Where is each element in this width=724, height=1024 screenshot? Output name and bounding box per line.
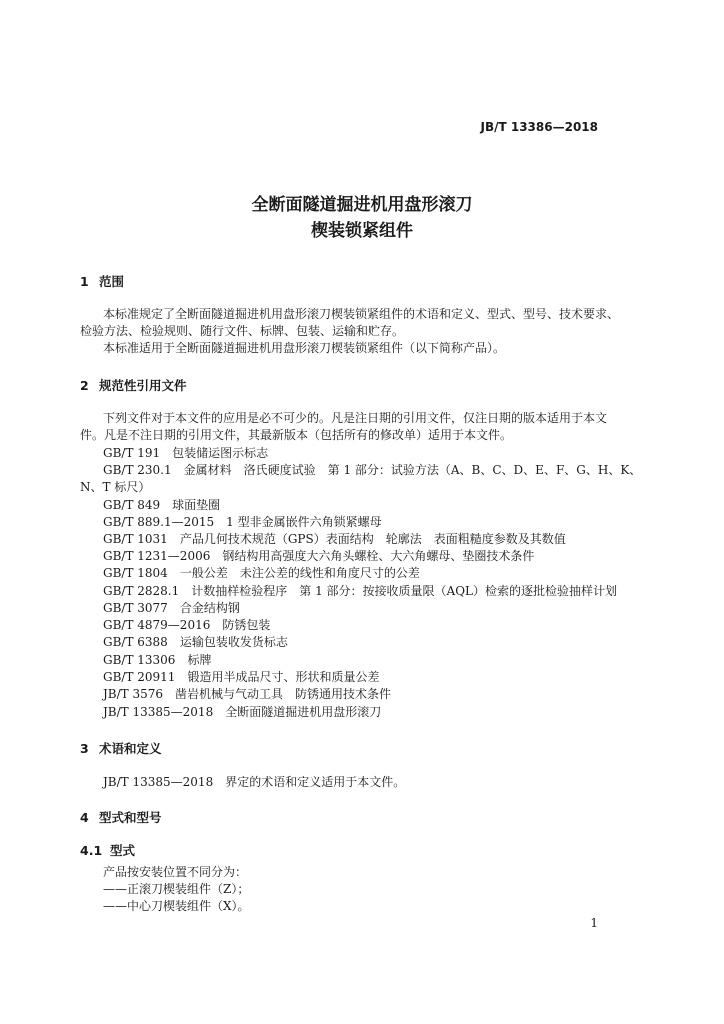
reference-code: GB/T 849 (103, 498, 161, 512)
reference-code: GB/T 20911 (103, 670, 176, 684)
section-2-heading (80, 376, 187, 394)
reference-title: 全断面隧道掘进机用盘形滚刀 (225, 705, 382, 719)
paragraph: 本标准规定了全断面隧道掘进机用盘形滚刀楔装锁紧组件的术语和定义、型式、型号、技术要求、 (103, 307, 620, 321)
reference-title: 凿岩机械与气动工具 防锈通用技术条件 (175, 687, 392, 701)
reference-title: 运输包装收发货标志 (179, 635, 288, 649)
reference-title: 计数抽样检验程序 第 1 部分：按接收质量限（AQL）检索的逐批检验抽样计划 (191, 584, 618, 598)
section-number: 1 (80, 274, 89, 289)
reference-item (103, 564, 420, 581)
section-title: 范围 (99, 274, 125, 289)
reference-code: GB/T 13306 (103, 653, 176, 667)
reference-title: 合金结构钢 (179, 601, 240, 615)
reference-code: GB/T 6388 (103, 635, 168, 649)
reference-item (103, 530, 566, 547)
section-4-heading (80, 808, 162, 826)
reference-item (103, 668, 379, 685)
reference-code: GB/T 1231—2006 (103, 549, 211, 563)
reference-code: GB/T 230.1 (103, 463, 172, 477)
reference-code: JB/T 3576 (103, 687, 164, 701)
reference-title: 锻造用半成品尺寸、形状和质量公差 (187, 670, 380, 684)
list-item: ——中心刀楔装组件（X）。 (103, 899, 250, 913)
reference-code: GB/T 4879—2016 (103, 618, 211, 632)
reference-title: 一般公差 未注公差的线性和角度尺寸的公差 (179, 566, 420, 580)
reference-title: 防锈包装 (222, 618, 271, 632)
section-1-heading (80, 272, 124, 290)
section-number: 2 (80, 378, 89, 393)
paragraph: 下列文件对于本文件的应用是必不可少的。凡是注日期的引用文件，仅注日期的版本适用于本文 (103, 411, 608, 425)
reference-code: GB/T 2828.1 (103, 584, 180, 598)
paragraph: JB/T 13385—2018 界定的术语和定义适用于本文件。 (103, 775, 406, 789)
section-title: 术语和定义 (99, 741, 162, 756)
reference-title: 产品几何技术规范（GPS）表面结构 轮廓法 表面粗糙度参数及其数值 (179, 532, 566, 546)
reference-item (103, 496, 220, 513)
section-number: 3 (80, 741, 89, 756)
reference-item (103, 703, 381, 720)
page-number: 1 (590, 916, 598, 930)
reference-title: 1 型非金属嵌件六角锁紧螺母 (226, 515, 382, 529)
reference-item (103, 444, 268, 461)
reference-code: JB/T 13385—2018 (103, 705, 214, 719)
reference-title: 标牌 (187, 653, 212, 667)
section-title: 规范性引用文件 (99, 378, 187, 393)
reference-item (103, 651, 211, 668)
standard-number: JB/T 13386—2018 (480, 120, 598, 134)
document-title-line1: 全断面隧道掘进机用盘形滚刀 (251, 195, 473, 215)
reference-continuation: N、T 标尺） (80, 480, 151, 494)
reference-code: GB/T 1031 (103, 532, 168, 546)
reference-item (103, 461, 641, 478)
reference-code: GB/T 1804 (103, 566, 168, 580)
subsection-title: 型式 (110, 843, 136, 858)
reference-item (103, 547, 534, 564)
section-3-heading (80, 739, 162, 757)
reference-item (103, 513, 382, 530)
document-title-line2: 楔装锁紧组件 (311, 221, 413, 241)
reference-code: GB/T 191 (103, 446, 161, 460)
reference-code: GB/T 3077 (103, 601, 168, 615)
paragraph: 本标准适用于全断面隧道掘进机用盘形滚刀楔装锁紧组件（以下简称产品）。 (103, 341, 506, 355)
reference-item (103, 685, 391, 702)
reference-item (103, 633, 288, 650)
section-title: 型式和型号 (99, 810, 162, 825)
paragraph-continuation: 检验方法、检验规则、随行文件、标牌、包装、运输和贮存。 (80, 324, 405, 338)
reference-title: 金属材料 洛氏硬度试验 第 1 部分：试验方法（A、B、C、D、E、F、G、H、K、 (183, 463, 642, 477)
subsection-4-1-heading (80, 841, 135, 859)
reference-item (103, 616, 270, 633)
reference-title: 钢结构用高强度大六角头螺栓、大六角螺母、垫圈技术条件 (222, 549, 535, 563)
reference-title: 包装储运图示标志 (172, 446, 269, 460)
reference-item (103, 582, 617, 599)
subsection-number: 4.1 (80, 843, 103, 858)
paragraph-continuation: 件。凡是不注日期的引用文件，其最新版本（包括所有的修改单）适用于本文件。 (80, 428, 513, 442)
reference-code: GB/T 889.1—2015 (103, 515, 215, 529)
paragraph: 产品按安装位置不同分为： (103, 865, 248, 879)
reference-title: 球面垫圈 (172, 498, 221, 512)
reference-item (103, 599, 240, 616)
list-item: ——正滚刀楔装组件（Z）； (103, 882, 250, 896)
section-number: 4 (80, 810, 89, 825)
